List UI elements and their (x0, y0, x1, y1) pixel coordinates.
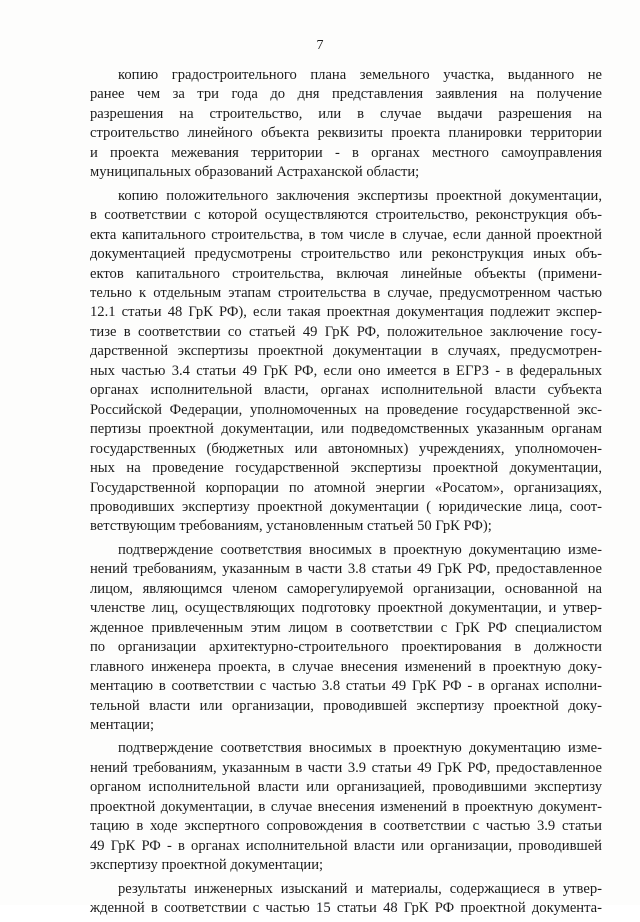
text-line: ментации; (90, 716, 155, 733)
text-line: по организации архитектурно-строительного проектирования в должности (90, 639, 602, 656)
text-line: в соответствии с которой осуществляются строительство, реконструкция объ- (90, 207, 602, 224)
text-line: проводивших экспертизу проектной документации ( юридические лица, соот- (90, 498, 602, 515)
text-line: нений требованиям, указанным в части 3.9 статьи 49 ГрК РФ, предоставленное (90, 759, 602, 776)
text-line: строительство линейного объекта реквизиты проекта планировки территории (90, 125, 602, 142)
text-line: копию положительного заключения экспертизы проектной документации, (118, 187, 602, 204)
text-line: ранее чем за три года до дня представления заявления на получение (90, 86, 602, 103)
paragraph (90, 739, 602, 875)
text-line: тельной власти или организации, проводившей экспертизу проектной доку- (90, 697, 602, 714)
text-line: ных на проведение государственной экспертизы проектной документации, (90, 460, 602, 477)
text-line: и проекта межевания территории - в органах местного самоуправления (90, 144, 602, 161)
document-body (90, 66, 602, 922)
text-line: жденное привлеченным этим лицом в соответствии с ГрК РФ специалистом (90, 619, 602, 636)
text-line: 49 ГрК РФ - в органах исполнительной власти или организации, проводившей (90, 837, 602, 854)
text-line: проектной документации, в случае внесения изменений в проектную документ- (90, 798, 602, 815)
text-line: жденной в соответствии с частью 15 статьи 48 ГрК РФ проектной документа- (90, 900, 602, 917)
text-line: Российской Федерации, уполномоченных на проведение государственной экс- (90, 401, 602, 418)
text-line: 12.1 статьи 48 ГрК РФ), если такая проектная документация подлежит экспер- (90, 304, 602, 321)
text-line: главного инженера проекта, в случае внесения изменений в проектную доку- (90, 658, 602, 675)
text-line: лицом, являющимся членом саморегулируемой организации, основанной на (90, 580, 602, 597)
text-line: органах исполнительной власти, органах исполнительной власти субъекта (90, 382, 602, 399)
text-line: документацией предусмотрены строительство или реконструкция иных объ- (90, 246, 602, 263)
text-line: муниципальных образований Астраханской области; (90, 164, 420, 181)
text-line: тацию в ходе экспертного сопровождения в соответствии с частью 3.9 статьи (90, 818, 602, 835)
text-line: копию градостроительного плана земельного участка, выданного не (118, 67, 602, 83)
text-line: дарственной экспертизы проектной документации в случаях, предусмотрен- (90, 343, 602, 360)
text-line: ектов капитального строительства, включая линейные объекты (примени- (90, 265, 602, 282)
text-line: нений требованиям, указанным в части 3.8 статьи 49 ГрК РФ, предоставленное (90, 561, 602, 578)
text-line: ных частью 3.4 статьи 49 ГрК РФ, если оно имеется в ЕГРЗ - в федеральных (90, 362, 602, 379)
text-line: тизе в соответствии со статьей 49 ГрК РФ, положительное заключение госу- (90, 323, 602, 340)
paragraph (90, 880, 602, 919)
text-line: подтверждение соответствия вносимых в проектную документацию изме- (118, 740, 602, 757)
text-line: ментацию в соответствии с частью 3.8 статьи 49 ГрК РФ - в органах исполни- (90, 678, 602, 695)
text-line: пертизы проектной документации, или подведомственных указанным органам (90, 421, 602, 438)
text-line: екта капитального строительства, в том числе в случае, если данной проектной (90, 226, 602, 243)
paragraph (90, 187, 602, 537)
text-line: Государственной корпорации по атомной энергии «Росатом», организациях, (90, 479, 602, 496)
text-line: членстве лиц, осуществляющих подготовку проектной документации, и утвер- (90, 600, 602, 617)
paragraph (90, 541, 602, 736)
page-number: 7 (316, 38, 324, 53)
text-line: подтверждение соответствия вносимых в проектную документацию изме- (118, 541, 602, 558)
text-line: органом исполнительной власти или организацией, проводившими экспертизу (90, 779, 602, 796)
text-line: тельно к отдельным этапам строительства в случае, предусмотренном частью (90, 284, 602, 301)
text-line: результаты инженерных изысканий и материалы, содержащиеся в утвер- (118, 880, 602, 897)
text-line: государственных (бюджетных или автономных) учреждениях, уполномочен- (90, 440, 602, 457)
paragraph (90, 66, 602, 183)
text-line: экспертизу проектной документации; (90, 857, 324, 874)
text-line: разрешения на строительство, или в случае выдачи разрешения на (90, 105, 602, 122)
text-line: ветствующим требованиям, установленным статьей 50 ГрК РФ); (90, 518, 492, 535)
